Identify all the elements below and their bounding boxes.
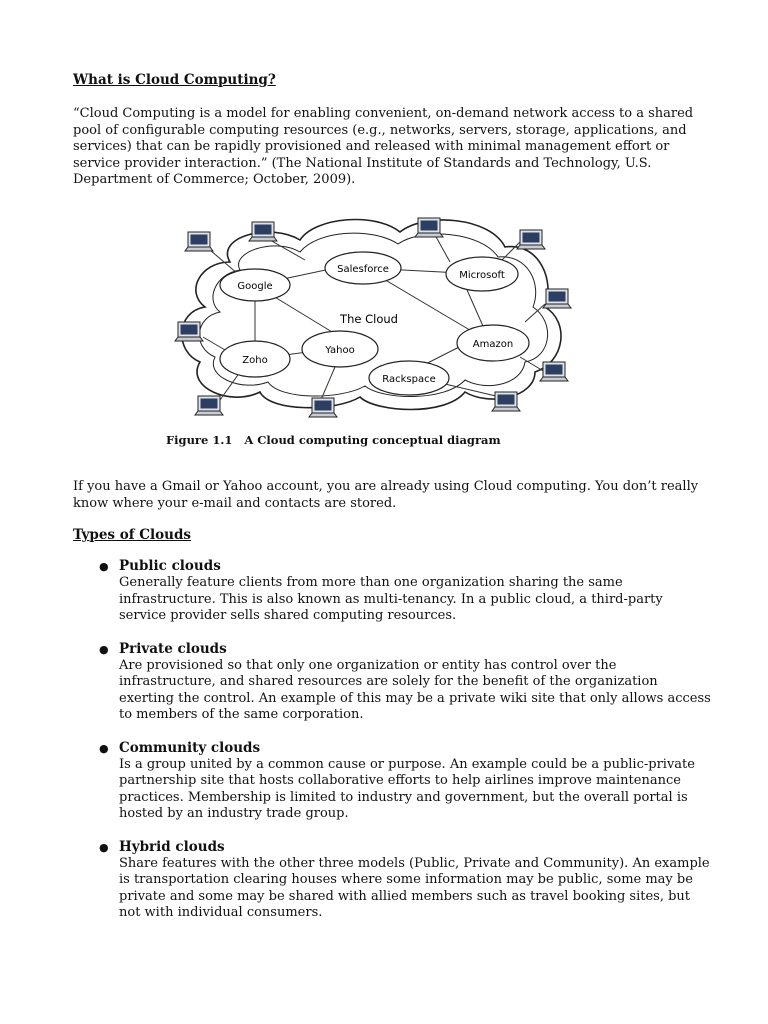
- svg-text:Rackspace: Rackspace: [382, 374, 436, 385]
- svg-text:Salesforce: Salesforce: [337, 264, 389, 275]
- laptop-icon: [517, 230, 545, 249]
- cloud-center-label: The Cloud: [340, 312, 398, 326]
- figure-caption: Figure 1.1 A Cloud computing conceptual diagram: [166, 433, 501, 447]
- node-amazon: [457, 325, 529, 361]
- type-title: Private clouds: [119, 640, 227, 657]
- list-item: [73, 839, 713, 922]
- intro-paragraph: If you have a Gmail or Yahoo account, you are already using Cloud computing. You don’t really know where your e-mail and contacts are stored.: [73, 479, 699, 511]
- svg-text:Zoho: Zoho: [242, 355, 268, 366]
- list-item: [73, 558, 713, 625]
- laptop-icon: [543, 289, 571, 308]
- node-microsoft: [446, 257, 518, 291]
- svg-text:Microsoft: Microsoft: [459, 270, 505, 281]
- types-list: [73, 558, 713, 922]
- node-yahoo: [302, 331, 378, 367]
- laptop-icon: [492, 392, 520, 411]
- laptop-icon: [175, 322, 203, 341]
- node-salesforce: [325, 252, 401, 284]
- laptop-icon: [249, 222, 277, 241]
- node-google: [220, 269, 290, 301]
- svg-text:Google: Google: [237, 281, 273, 292]
- bullet-icon: ●: [99, 560, 109, 573]
- bullet-icon: ●: [99, 741, 109, 755]
- type-description: Share features with the other three models (Public, Private and Community). An example is transportation clearing houses where some information may be public, some may be private and some may be shared with allied members such as travel booking sites, but not with individual consumers.: [119, 855, 710, 920]
- laptop-icon: [540, 362, 568, 381]
- bullet-icon: ●: [99, 642, 109, 656]
- types-heading: Types of Clouds: [73, 527, 191, 543]
- page-heading: What is Cloud Computing?: [73, 72, 276, 88]
- svg-text:Yahoo: Yahoo: [325, 345, 355, 356]
- cloud-diagram: [160, 212, 590, 422]
- laptop-icon: [309, 398, 337, 417]
- type-description: Generally feature clients from more than one organization sharing the same infrastructure. This is also known as multi-tenancy. In a public cloud, a third-party service provider sells shared computing resources.: [119, 575, 663, 623]
- laptop-icon: [185, 232, 213, 251]
- laptop-icon: [415, 218, 443, 237]
- list-item: [73, 740, 713, 823]
- laptop-icon: [195, 396, 223, 415]
- definition-quote: “Cloud Computing is a model for enabling convenient, on-demand network access to a shared pool of configurable computing resources (e.g., networks, servers, storage, applications, and services) that can be rapidly provisioned and released with minimal management effort or service provider interaction.” (The National Institute of Standards and Technology, U.S. Department of Commerce; October, 2009).: [73, 106, 694, 187]
- list-item: [73, 641, 713, 724]
- type-description: Are provisioned so that only one organization or entity has control over the infrastructure, and shared resources are solely for the benefit of the organization exerting the control. An example of this may be a private wiki site that only allows access to members of the same corporation.: [119, 657, 711, 722]
- node-rackspace: [369, 361, 449, 395]
- type-title: Public clouds: [119, 558, 221, 574]
- svg-text:Amazon: Amazon: [472, 339, 514, 350]
- bullet-icon: ●: [99, 840, 109, 854]
- type-title: Hybrid clouds: [119, 838, 225, 855]
- node-zoho: [220, 341, 290, 377]
- type-description: Is a group united by a common cause or purpose. An example could be a public-private partnership site that hosts collaborative efforts to help airlines improve maintenance practices. Membership is limited to industry and government, but the overall portal is hosted by an industry trade group.: [119, 756, 695, 821]
- type-title: Community clouds: [119, 739, 261, 756]
